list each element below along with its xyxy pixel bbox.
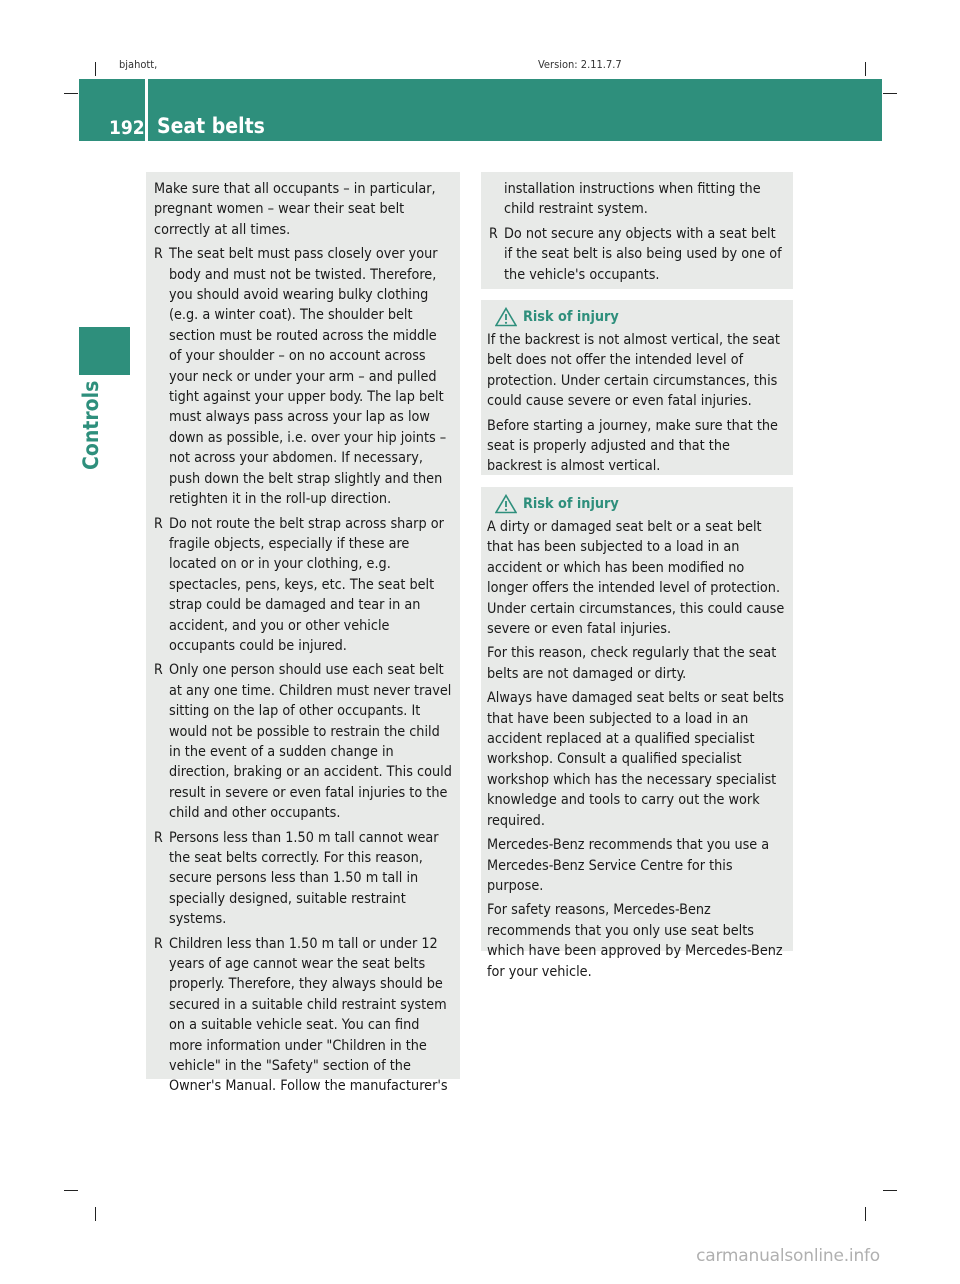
watermark: carmanualsonline.info	[696, 1246, 880, 1266]
crop-mark	[64, 93, 78, 94]
warning-text: Always have damaged seat belts or seat belts that have been subjected to a load in an accident replaced at a qualified specialist workshop. Consult a qualified specialist workshop which has the necessary specialist knowledge and tools to carry out the work required.	[487, 690, 784, 829]
list-item-text: Children less than 1.50 m tall or under 12 years of age cannot wear the seat belts properly. Therefore, they always should be secured in a suitable child restraint system on a suitable vehicle seat. You can find more information under "Children in the vehicle" in the "Safety" section of the Owner's Manual. Follow the manufacturer's	[169, 935, 448, 1095]
warning-box	[481, 300, 793, 475]
warning-triangle-icon	[495, 494, 517, 514]
list-item: R Children less than 1.50 m tall or under 12 years of age cannot wear the seat belts properly. Therefore, they always should be secured in a suitable child restraint system on a suitable vehicle seat. You can find more information under "Children in the vehicle" in the "Safety" section of the Owner's Manual. Follow the manufacturer's	[154, 934, 452, 1097]
side-tab	[79, 327, 130, 375]
warning-text: Mercedes-Benz recommends that you use a Mercedes-Benz Service Centre for this purpose.	[487, 837, 770, 894]
crop-mark	[95, 62, 96, 76]
print-meta-left: bjahott,	[119, 58, 158, 71]
list-item: R The seat belt must pass closely over your body and must not be twisted. Therefore, you should avoid wearing bulky clothing (e.g. a winter coat). The shoulder belt section must be routed across the middle of your shoulder – on no account across your neck or under your arm – and pulled tight against your upper body. The lap belt must always pass across your lap as low down as possible, i.e. over your hip joints – not across your abdomen. If necessary, push down the belt strap slightly and then retighten it in the roll-up direction.	[154, 244, 452, 509]
list-item-text: Persons less than 1.50 m tall cannot wear the seat belts correctly. For this reason, secure persons less than 1.50 m tall in specially designed, suitable restraint systems.	[169, 829, 439, 928]
right-top-panel	[481, 172, 793, 289]
list-item: R Only one person should use each seat belt at any one time. Children must never travel sitting on the lap of other occupants. It would not be possible to restrain the child in the event of a sudden change in direction, braking or an accident. This could result in severe or even fatal injuries to the child and other occupants.	[154, 660, 452, 823]
warning-title: Risk of injury	[523, 496, 619, 512]
warning-box	[481, 487, 793, 980]
warning-text: A dirty or damaged seat belt or a seat belt that has been subjected to a load in an accident or which has been modified no longer offers the intended level of protection. Under certain circumstances, this could cause severe or even fatal injuries.	[487, 519, 785, 638]
header-divider	[145, 79, 148, 141]
list-item-text: Do not secure any objects with a seat belt if the seat belt is also being used by one of the vehicle's occupants.	[504, 225, 782, 283]
list-item-continuation	[489, 179, 785, 220]
list-item-text: Do not route the belt strap across sharp or fragile objects, especially if these are located on or in your clothing, e.g. spectacles, pens, keys, etc. The seat belt strap could be damaged and tear in an accident, and you or other vehicle occupants could be injured.	[169, 515, 444, 654]
crop-mark	[64, 1190, 78, 1191]
warning-text: For this reason, check regularly that the seat belts are not damaged or dirty.	[487, 645, 777, 682]
side-label: Controls	[79, 380, 103, 470]
print-meta-right: Version: 2.11.7.7	[538, 58, 622, 71]
list-item: R Persons less than 1.50 m tall cannot wear the seat belts correctly. For this reason, secure persons less than 1.50 m tall in specially designed, suitable restraint systems.	[154, 828, 452, 930]
list-item: R Do not secure any objects with a seat belt if the seat belt is also being used by one of the vehicle's occupants.	[489, 224, 785, 285]
intro-text: Make sure that all occupants – in particular, pregnant women – wear their seat belt correctly at all times.	[154, 181, 436, 238]
section-title: Seat belts	[157, 114, 265, 138]
list-item: R Do not route the belt strap across sharp or fragile objects, especially if these are located on or in your clothing, e.g. spectacles, pens, keys, etc. The seat belt strap could be damaged and tear in an accident, and you or other vehicle occupants could be injured.	[154, 514, 452, 657]
list-item-text: The seat belt must pass closely over your body and must not be twisted. Therefore, you should avoid wearing bulky clothing (e.g. a winter coat). The shoulder belt section must be routed across the middle of your shoulder – on no account across your neck or under your arm – and pulled tight against your upper body. The lap belt must always pass across your lap as low down as possible, i.e. over your hip joints – not across your abdomen. If necessary, push down the belt strap slightly and then retighten it in the roll-up direction.	[169, 246, 447, 508]
warning-text: For safety reasons, Mercedes-Benz recommends that you only use seat belts which have been approved by Mercedes-Benz for your vehicle.	[487, 902, 783, 980]
crop-mark	[883, 1190, 897, 1191]
crop-mark	[865, 1207, 866, 1221]
warning-text: If the backrest is not almost vertical, the seat belt does not offer the intended level of protection. Under certain circumstances, this could cause severe or even fatal injuries.	[487, 332, 780, 410]
list-item-text: installation instructions when fitting the child restraint system.	[504, 181, 761, 218]
warning-title: Risk of injury	[523, 309, 619, 325]
page-number: 192	[109, 117, 145, 139]
warning-text: Before starting a journey, make sure that the seat is properly adjusted and that the backrest is almost vertical.	[487, 417, 778, 475]
crop-mark	[95, 1207, 96, 1221]
crop-mark	[865, 62, 866, 76]
crop-mark	[883, 93, 897, 94]
left-column	[146, 172, 460, 1095]
warning-triangle-icon	[495, 307, 517, 327]
list-item-text: Only one person should use each seat belt at any one time. Children must never travel sitting on the lap of other occupants. It would not be possible to restrain the child in the event of a sudden change in direction, braking or an accident. This could result in severe or even fatal injuries to the child and other occupants.	[169, 662, 452, 822]
